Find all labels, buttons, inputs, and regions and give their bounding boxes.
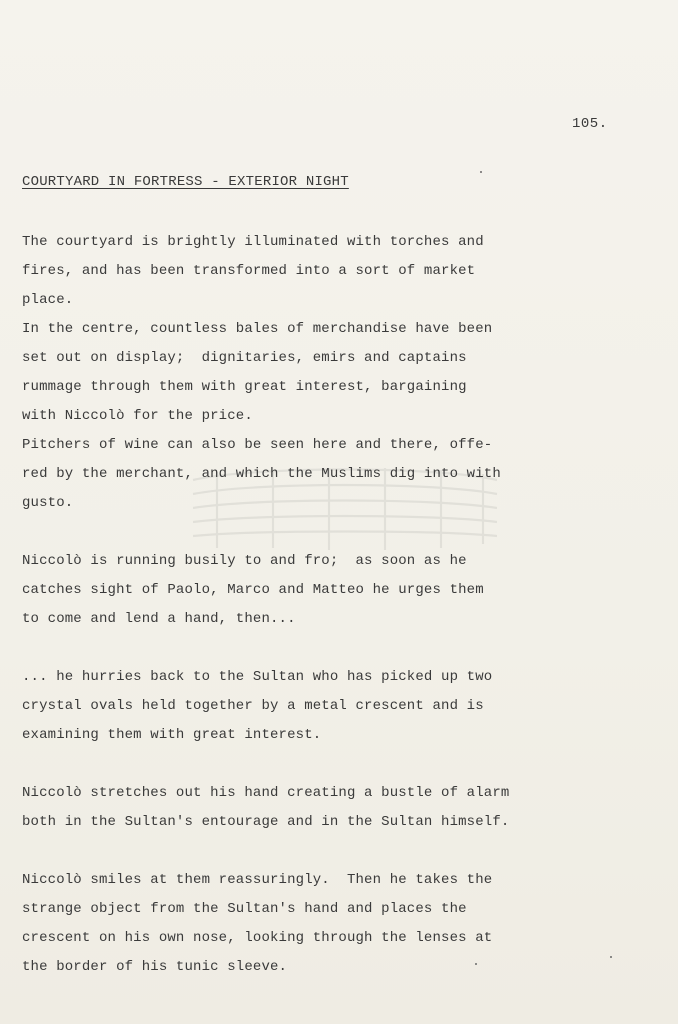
scene-heading: COURTYARD IN FORTRESS - EXTERIOR NIGHT	[22, 174, 349, 190]
text-line: rummage through them with great interest, bargaining	[22, 379, 467, 395]
paragraph-group-niccolo-running	[22, 547, 642, 634]
text-line: the border of his tunic sleeve.	[22, 959, 288, 975]
text-line: In the centre, countless bales of merchandise have been	[22, 321, 493, 337]
text-line: Niccolò is running busily to and fro; as soon as he	[22, 553, 467, 569]
paragraph-spacer	[22, 750, 642, 779]
paragraph-group-spectacles	[22, 866, 642, 982]
text-line: examining them with great interest.	[22, 727, 322, 743]
text-line: catches sight of Paolo, Marco and Matteo he urges them	[22, 582, 484, 598]
text-line: red by the merchant, and which the Muslims dig into with	[22, 466, 501, 482]
script-body	[22, 228, 642, 982]
paper-speck	[480, 171, 482, 173]
text-line: both in the Sultan's entourage and in the Sultan himself.	[22, 814, 510, 830]
paper-speck	[475, 963, 477, 965]
text-line: crescent on his own nose, looking through the lenses at	[22, 930, 493, 946]
paragraph-spacer	[22, 837, 642, 866]
text-line: strange object from the Sultan's hand and places the	[22, 901, 467, 917]
text-line: Niccolò stretches out his hand creating a bustle of alarm	[22, 785, 510, 801]
paper-speck	[610, 956, 612, 958]
text-line: set out on display; dignitaries, emirs and captains	[22, 350, 467, 366]
text-line: Pitchers of wine can also be seen here and there, offe-	[22, 437, 493, 453]
paragraph-group-alarm	[22, 779, 642, 837]
text-line: Niccolò smiles at them reassuringly. Then he takes the	[22, 872, 493, 888]
text-line: crystal ovals held together by a metal crescent and is	[22, 698, 484, 714]
paragraph-spacer	[22, 634, 642, 663]
text-line: The courtyard is brightly illuminated with torches and	[22, 234, 484, 250]
text-line: gusto.	[22, 495, 74, 511]
page-number: 105.	[572, 116, 608, 132]
paragraph-spacer	[22, 518, 642, 547]
text-line: fires, and has been transformed into a sort of market	[22, 263, 476, 279]
text-line: to come and lend a hand, then...	[22, 611, 296, 627]
text-line: place.	[22, 292, 74, 308]
text-line: ... he hurries back to the Sultan who has picked up two	[22, 669, 493, 685]
paragraph-group-courtyard	[22, 228, 642, 518]
paragraph-group-sultan-object	[22, 663, 642, 750]
text-line: with Niccolò for the price.	[22, 408, 253, 424]
